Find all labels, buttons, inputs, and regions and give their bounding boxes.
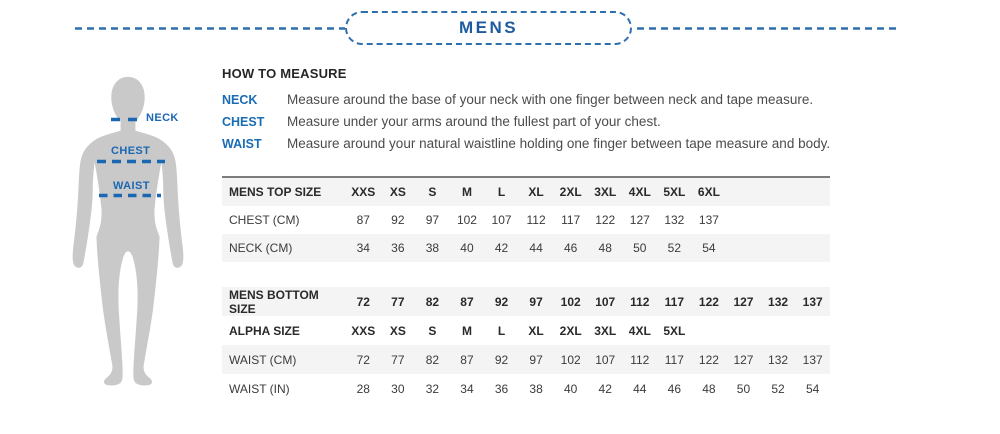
size-cell: 48 — [598, 241, 612, 255]
size-cell: 28 — [356, 381, 370, 396]
size-cell: 112 — [630, 294, 650, 309]
size-table-row — [222, 177, 830, 206]
size-cell: 117 — [664, 294, 685, 309]
size-cell: 44 — [633, 381, 647, 396]
size-cell: 54 — [702, 241, 716, 255]
waist-measure-dashes — [99, 193, 161, 198]
size-cell: M — [461, 323, 472, 338]
size-cell: 42 — [598, 381, 612, 396]
size-cell: 112 — [630, 352, 650, 367]
size-cell: XS — [389, 185, 406, 199]
size-cell: 137 — [698, 213, 719, 227]
size-cell: 87 — [460, 294, 474, 309]
size-cell: 2XL — [559, 185, 582, 199]
size-cell: 127 — [733, 352, 754, 367]
size-cell: 92 — [391, 213, 405, 227]
size-cell: 112 — [526, 213, 546, 227]
size-cell: 52 — [771, 381, 785, 396]
size-cell: 132 — [768, 352, 789, 367]
page-title: MENS — [458, 18, 519, 37]
how-to-measure-section — [222, 66, 912, 155]
neck-measure-dashes — [111, 117, 137, 122]
size-cell: 102 — [456, 213, 477, 227]
size-cell: L — [497, 323, 506, 338]
chest-measure-dashes — [97, 159, 165, 164]
size-cell: 6XL — [697, 185, 720, 199]
measure-description: Measure around your natural waistline holding one finger between tape measure and body. — [287, 136, 831, 151]
size-cell: 122 — [698, 352, 719, 367]
size-cell: 3XL — [594, 185, 617, 199]
size-cell: 72 — [356, 352, 370, 367]
size-cell — [795, 234, 830, 262]
size-cell: 38 — [425, 241, 440, 255]
size-table-row — [222, 234, 830, 262]
size-cell: 42 — [494, 241, 509, 255]
size-cell: 82 — [425, 294, 440, 309]
size-cell: 72 — [356, 294, 370, 309]
size-cell — [726, 234, 761, 262]
size-row-label: ALPHA SIZE — [229, 323, 300, 338]
size-cell: 5XL — [663, 185, 686, 199]
measure-term: WAIST — [222, 137, 262, 151]
size-cell: 97 — [529, 294, 543, 309]
size-cell — [761, 177, 796, 206]
measure-term: NECK — [222, 93, 258, 107]
size-cell — [761, 316, 796, 345]
size-row-label: NECK (CM) — [229, 241, 293, 255]
mens-bottom-size-table — [222, 287, 830, 403]
size-cell: XXS — [351, 323, 376, 338]
size-cell: 52 — [667, 241, 682, 255]
size-cell: 40 — [563, 381, 578, 396]
how-to-measure-title: HOW TO MEASURE — [222, 66, 347, 81]
size-cell — [761, 206, 796, 234]
figure-waist-label: WAIST — [113, 180, 150, 192]
size-cell: 44 — [529, 241, 543, 255]
figure-neck-label: NECK — [146, 112, 179, 124]
size-cell: 34 — [356, 241, 370, 255]
measure-instruction-chest — [222, 111, 912, 133]
size-cell: XS — [389, 323, 406, 338]
size-cell — [726, 206, 761, 234]
size-cell: 132 — [768, 294, 789, 309]
size-cell: 107 — [595, 294, 616, 309]
size-cell: L — [497, 185, 506, 199]
size-cell: 122 — [698, 294, 719, 309]
size-row-label: MENS BOTTOM SIZE — [229, 287, 319, 316]
measure-instruction-waist — [222, 133, 912, 155]
size-cell — [795, 177, 830, 206]
size-cell: 38 — [529, 381, 543, 396]
size-cell: XXS — [351, 185, 376, 199]
size-cell: 87 — [460, 352, 474, 367]
size-cell — [692, 316, 727, 345]
size-cell: 50 — [633, 241, 647, 255]
size-cell: 46 — [563, 241, 578, 255]
size-cell: 127 — [733, 294, 754, 309]
size-table-row — [222, 316, 830, 345]
size-cell — [795, 206, 830, 234]
size-cell: 77 — [391, 294, 405, 309]
size-cell: XL — [528, 185, 544, 199]
section-title-pill — [345, 11, 632, 45]
size-row-label: MENS TOP SIZE — [229, 185, 322, 199]
size-cell — [726, 177, 761, 206]
size-cell: 97 — [529, 352, 543, 367]
size-cell: 92 — [494, 294, 509, 309]
size-cell — [726, 316, 761, 345]
measure-description: Measure around the base of your neck with one finger between neck and tape measure. — [287, 92, 814, 107]
measure-description: Measure under your arms around the fullest part of your chest. — [287, 114, 661, 129]
size-cell: 36 — [391, 241, 405, 255]
size-cell: 102 — [560, 352, 581, 367]
size-table-row — [222, 287, 830, 316]
size-cell: 54 — [805, 381, 820, 396]
size-cell: 137 — [802, 352, 823, 367]
header-dashed-line-left — [75, 26, 345, 31]
size-row-label: WAIST (CM) — [229, 352, 297, 367]
size-cell: S — [428, 323, 437, 338]
size-cell: 5XL — [663, 323, 686, 338]
size-cell: M — [461, 185, 472, 199]
size-cell: 132 — [664, 213, 685, 227]
size-cell: 122 — [595, 213, 616, 227]
size-cell: 117 — [664, 352, 684, 367]
header-dashed-line-right — [637, 26, 897, 31]
size-cell: 30 — [391, 381, 405, 396]
size-cell: 97 — [425, 213, 440, 227]
size-cell: 2XL — [559, 323, 582, 338]
size-cell: 4XL — [628, 323, 651, 338]
size-cell: 117 — [561, 213, 581, 227]
size-cell: XL — [528, 323, 544, 338]
size-cell: 32 — [425, 381, 440, 396]
size-table-row — [222, 206, 830, 234]
size-row-label: CHEST (CM) — [229, 213, 300, 227]
size-cell: 107 — [595, 352, 616, 367]
size-cell: 48 — [702, 381, 716, 396]
size-row-label: WAIST (IN) — [229, 381, 290, 396]
size-cell: S — [428, 185, 437, 199]
size-cell: 77 — [391, 352, 405, 367]
measure-instruction-neck — [222, 89, 912, 111]
size-cell — [795, 316, 830, 345]
size-cell: 46 — [667, 381, 682, 396]
size-cell: 40 — [460, 241, 474, 255]
size-cell: 36 — [494, 381, 509, 396]
size-cell: 127 — [629, 213, 650, 227]
size-table-row — [222, 374, 830, 403]
measure-term: CHEST — [222, 115, 265, 129]
figure-chest-label: CHEST — [111, 145, 151, 157]
size-cell: 137 — [802, 294, 823, 309]
size-cell: 82 — [425, 352, 440, 367]
size-cell: 3XL — [594, 323, 617, 338]
mens-top-size-table — [222, 176, 830, 262]
size-table-row — [222, 345, 830, 374]
size-cell: 50 — [736, 381, 751, 396]
size-cell: 107 — [491, 213, 512, 227]
size-cell: 34 — [460, 381, 474, 396]
size-cell: 87 — [356, 213, 370, 227]
size-cell: 92 — [494, 352, 509, 367]
size-cell — [761, 234, 796, 262]
size-cell: 4XL — [628, 185, 651, 199]
size-cell: 102 — [560, 294, 581, 309]
